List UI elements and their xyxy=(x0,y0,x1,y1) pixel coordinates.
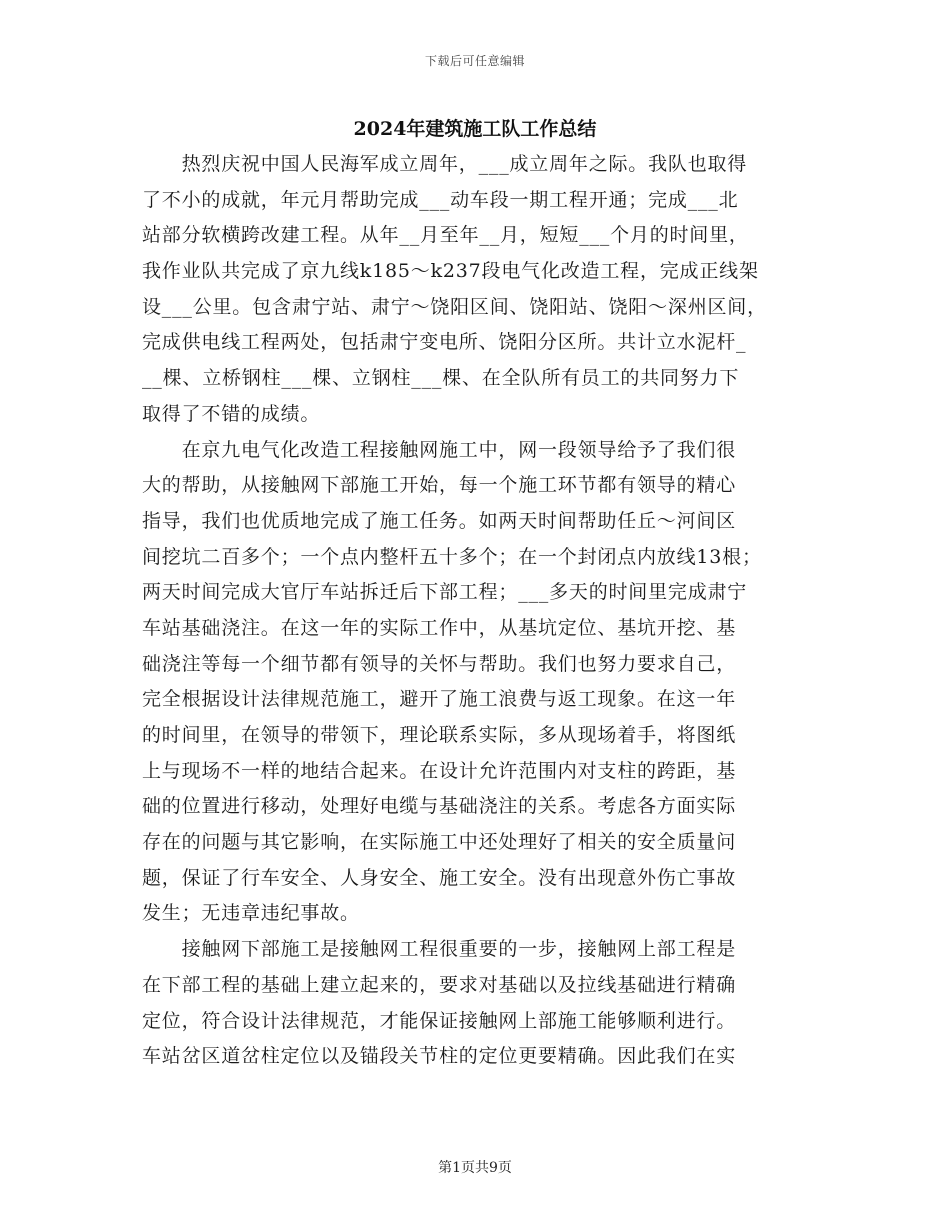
body-line: 上与现场不一样的地结合起来。在设计允许范围内对支柱的跨距，基 xyxy=(142,759,737,782)
body-line: 题，保证了行车安全、人身安全、施工安全。没有出现意外伤亡事故 xyxy=(142,866,737,889)
body-line: 的时间里，在领导的带领下，理论联系实际，多从现场着手，将图纸 xyxy=(142,724,737,746)
body-line: 完全根据设计法律规范施工，避开了施工浪费与返工现象。在这一年 xyxy=(142,688,737,711)
body-line: 完成供电线工程两处，包括肃宁变电所、饶阳分区所。共计立水泥杆_ xyxy=(142,331,747,354)
body-line: 设___公里。包含肃宁站、肃宁～饶阳区间、饶阳站、饶阳～深州区间， xyxy=(142,295,767,318)
document-body xyxy=(142,147,810,1075)
body-line: 了不小的成就，年元月帮助完成___动车段一期工程开通；完成___北 xyxy=(142,188,739,211)
body-line: 存在的问题与其它影响，在实际施工中还处理好了相关的安全质量问 xyxy=(142,831,737,854)
body-line: 车站岔区道岔柱定位以及锚段关节柱的定位更要精确。因此我们在实 xyxy=(142,1045,737,1068)
body-line: 车站基础浇注。在这一年的实际工作中，从基坑定位、基坑开挖、基 xyxy=(142,616,737,639)
body-line: 取得了不错的成绩。 xyxy=(142,402,321,425)
body-line: 在下部工程的基础上建立起来的，要求对基础以及拉线基础进行精确 xyxy=(142,973,737,996)
body-line: 站部分软横跨改建工程。从年__月至年__月，短短___个月的时间里， xyxy=(142,224,749,247)
body-line: __棵、立桥钢柱___棵、立钢柱___棵、在全队所有员工的共同努力下 xyxy=(142,367,740,390)
page-number: 第1页共9页 xyxy=(438,1160,512,1176)
body-line: 我作业队共完成了京九线k185～k237段电气化改造工程，完成正线架 xyxy=(142,260,759,283)
body-line: 指导，我们也优质地完成了施工任务。如两天时间帮助任丘～河间区 xyxy=(142,509,737,532)
body-line: 间挖坑二百多个；一个点内整杆五十多个；在一个封闭点内放线13根； xyxy=(142,545,762,568)
page-header-note: 下载后可任意编辑 xyxy=(424,54,525,68)
body-line: 础浇注等每一个细节都有领导的关怀与帮助。我们也努力要求自己， xyxy=(142,652,737,675)
body-line: 大的帮助，从接触网下部施工开始，每一个施工环节都有领导的精心 xyxy=(142,474,737,497)
body-line: 热烈庆祝中国人民海军成立周年，___成立周年之际。我队也取得 xyxy=(142,153,748,175)
body-line: 接触网下部施工是接触网工程很重要的一步，接触网上部工程是 xyxy=(142,938,737,961)
document-title: 2024年建筑施工队工作总结 xyxy=(353,118,597,140)
body-line: 在京九电气化改造工程接触网施工中，网一段领导给予了我们很 xyxy=(142,438,737,461)
body-line: 两天时间完成大官厅车站拆迁后下部工程；___多天的时间里完成肃宁 xyxy=(142,581,748,604)
body-line: 础的位置进行移动，处理好电缆与基础浇注的关系。考虑各方面实际 xyxy=(142,795,737,818)
body-line: 定位，符合设计法律规范，才能保证接触网上部施工能够顺利进行。 xyxy=(142,1009,737,1032)
body-line: 发生；无违章违纪事故。 xyxy=(142,902,360,925)
